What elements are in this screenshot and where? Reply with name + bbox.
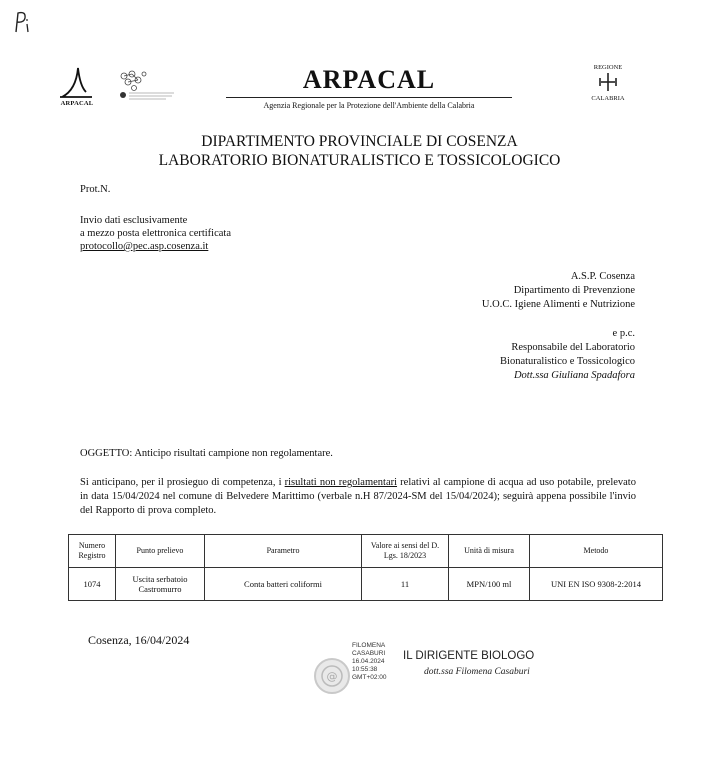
table-cell: Conta batteri coliformi — [205, 568, 362, 601]
table-header-cell: Valore ai sensi del D. Lgs. 18/2023 — [362, 535, 449, 568]
brand-subtitle: Agenzia Regionale per la Protezione dell'Ambiente della Calabria — [226, 97, 512, 111]
laboratory-title: LABORATORIO BIONATURALISTICO E TOSSICOLOGICO — [158, 152, 561, 169]
table-cell: UNI EN ISO 9308-2:2014 — [530, 568, 663, 601]
table-cell: 11 — [362, 568, 449, 601]
handwritten-mark — [12, 10, 34, 36]
body-paragraph — [80, 476, 636, 518]
brand-header — [226, 66, 512, 111]
regione-crest-icon — [594, 71, 622, 93]
table-cell: Uscita serbatoio Castromurro — [116, 568, 205, 601]
subject-line: OGGETTO: Anticipo risultati campione non regolamentare. — [80, 448, 333, 459]
body-text-part2: relativi al campione di acqua ad uso potabile, prelevato in data 15/04/2024 nel comune di Belvedere Marittimo (verbale n.H 87/2024-SM del 15/04/2024); seguirà appena possibile l'invio del Rapporto di prova completo. — [80, 477, 636, 516]
svg-text:@: @ — [326, 670, 338, 683]
invio-email-link[interactable]: protocollo@pec.asp.cosenza.it — [80, 241, 209, 252]
digital-signature-info — [352, 642, 387, 682]
table-header-row — [69, 535, 663, 568]
cc-line2: Bionaturalistico e Tossicologico — [500, 356, 635, 367]
arpacal-logo — [56, 64, 96, 112]
signature-timezone: GMT+02:00 — [352, 674, 387, 681]
table-cell: MPN/100 ml — [449, 568, 530, 601]
table-header-cell: Punto prelievo — [116, 535, 205, 568]
results-table — [68, 534, 663, 601]
cc-line1: Responsabile del Laboratorio — [511, 342, 635, 353]
cc-block — [500, 327, 635, 383]
signer-name-line1: FILOMENA — [352, 642, 386, 649]
table-header-cell: Parametro — [205, 535, 362, 568]
cc-line3: Dott.ssa Giuliana Spadafora — [513, 370, 635, 381]
signatory-title: IL DIRIGENTE BIOLOGO — [403, 650, 535, 662]
table-header-cell: Metodo — [530, 535, 663, 568]
signatory-name: dott.ssa Filomena Casaburi — [424, 667, 530, 677]
body-text-part1: Si anticipano, per il prosieguo di competenza, i — [80, 477, 285, 488]
arpacal-logo-icon — [56, 64, 96, 100]
regione-top-text: REGIONE — [593, 64, 623, 71]
arpacal-logo-caption: ARPACAL — [60, 100, 94, 107]
table-row — [69, 568, 663, 601]
recipient-line1: A.S.P. Cosenza — [570, 271, 635, 282]
signature-stamp-icon — [312, 656, 352, 696]
protocol-number-label: Prot.N. — [80, 184, 111, 195]
recipient-line3: U.O.C. Igiene Alimenti e Nutrizione — [481, 299, 635, 310]
department-title: DIPARTIMENTO PROVINCIALE DI COSENZA — [201, 133, 518, 150]
invio-line1: Invio dati esclusivamente — [80, 215, 188, 226]
invio-line2: a mezzo posta elettronica certificata — [80, 228, 231, 239]
recipient-block — [482, 270, 635, 312]
table-cell: 1074 — [69, 568, 116, 601]
signature-time: 10:55:38 — [352, 666, 378, 673]
table-header-cell: Unità di misura — [449, 535, 530, 568]
invio-block — [80, 214, 231, 253]
cc-label: e p.c. — [612, 328, 635, 339]
table-header-cell: Numero Registro — [69, 535, 116, 568]
recipient-line2: Dipartimento di Prevenzione — [513, 285, 635, 296]
body-underlined-text: risultati non regolamentari — [284, 477, 398, 488]
regione-logo — [578, 64, 638, 112]
place-date: Cosenza, 16/04/2024 — [88, 633, 190, 647]
signer-name-line2: CASABURI — [352, 650, 386, 657]
regione-bottom-text: CALABRIA — [591, 95, 625, 102]
molecule-logo-icon — [114, 68, 182, 102]
signature-date: 16.04.2024 — [352, 658, 385, 665]
brand-name: ARPACAL — [302, 65, 436, 94]
